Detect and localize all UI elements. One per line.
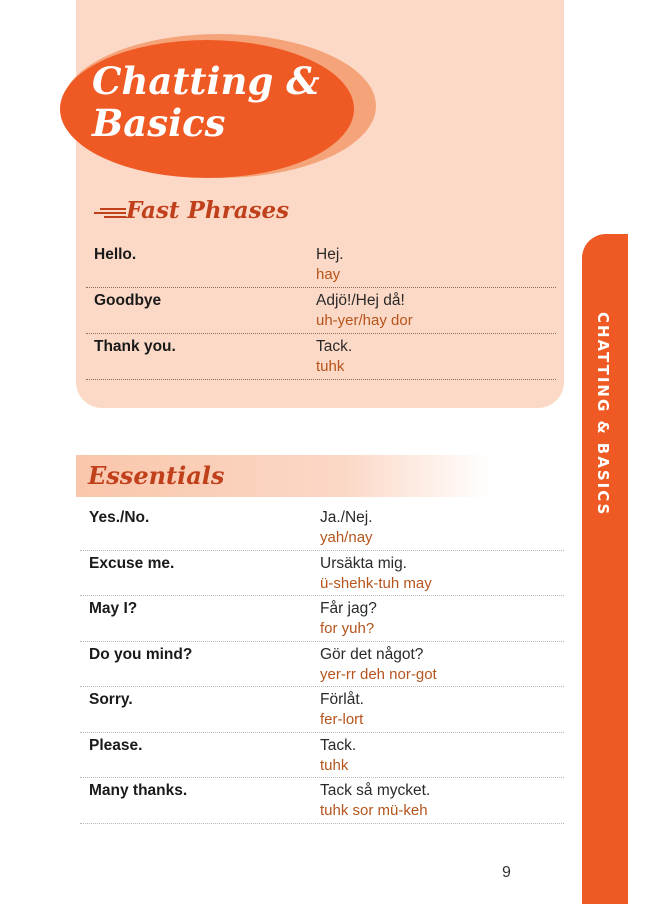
pronunciation: ü-shehk-tuh may	[320, 574, 432, 592]
pronunciation: tuhk	[320, 756, 349, 774]
english-phrase: Please.	[89, 736, 143, 754]
pronunciation: for yuh?	[320, 620, 375, 637]
english-phrase: Yes./No.	[89, 509, 150, 526]
phrase-row	[86, 288, 556, 334]
phrase-row	[80, 551, 564, 597]
speed-lines-icon	[94, 206, 126, 220]
pronunciation: tuhk	[316, 358, 345, 375]
pronunciation: uh-yer/hay dor	[316, 312, 413, 329]
english-phrase: Sorry.	[89, 691, 133, 708]
pronunciation: tuhk sor mü-keh	[320, 802, 428, 819]
swedish-phrase: Ja./Nej.	[320, 509, 373, 526]
english-phrase: Do you mind?	[89, 645, 193, 663]
fast-phrases-heading: Fast Phrases	[126, 197, 290, 224]
english-phrase: Excuse me.	[89, 554, 175, 572]
swedish-phrase: Tack.	[320, 736, 357, 754]
swedish-phrase: Tack.	[316, 338, 353, 355]
fast-phrases-list	[86, 242, 556, 380]
english-phrase: Goodbye	[94, 292, 162, 309]
phrase-row	[80, 687, 564, 733]
phrase-row	[86, 242, 556, 288]
swedish-phrase: Gör det något?	[320, 645, 424, 663]
phrase-row	[80, 596, 564, 642]
pronunciation: yah/nay	[320, 529, 373, 546]
pronunciation: yer-rr deh nor-got	[320, 665, 437, 683]
swedish-phrase: Får jag?	[320, 600, 377, 617]
swedish-phrase: Ursäkta mig.	[320, 554, 407, 572]
english-phrase: May I?	[89, 600, 138, 617]
phrase-row	[80, 733, 564, 779]
swedish-phrase: Förlåt.	[320, 691, 364, 708]
essentials-list	[80, 505, 564, 824]
phrase-row	[86, 334, 556, 380]
swedish-phrase: Hej.	[316, 246, 344, 263]
page-number: 9	[502, 864, 511, 881]
english-phrase: Thank you.	[94, 338, 176, 355]
phrase-row	[80, 778, 564, 824]
english-phrase: Hello.	[94, 246, 137, 263]
swedish-phrase: Adjö!/Hej då!	[316, 292, 405, 309]
chapter-title: Chatting & Basics	[92, 59, 320, 145]
phrase-row	[80, 642, 564, 688]
phrase-row	[80, 505, 564, 551]
side-tab-label: CHATTING & BASICS	[594, 312, 612, 517]
english-phrase: Many thanks.	[89, 782, 188, 799]
pronunciation: fer-lort	[320, 711, 364, 728]
pronunciation: hay	[316, 266, 341, 283]
essentials-heading: Essentials	[88, 461, 225, 490]
swedish-phrase: Tack så mycket.	[320, 782, 431, 799]
